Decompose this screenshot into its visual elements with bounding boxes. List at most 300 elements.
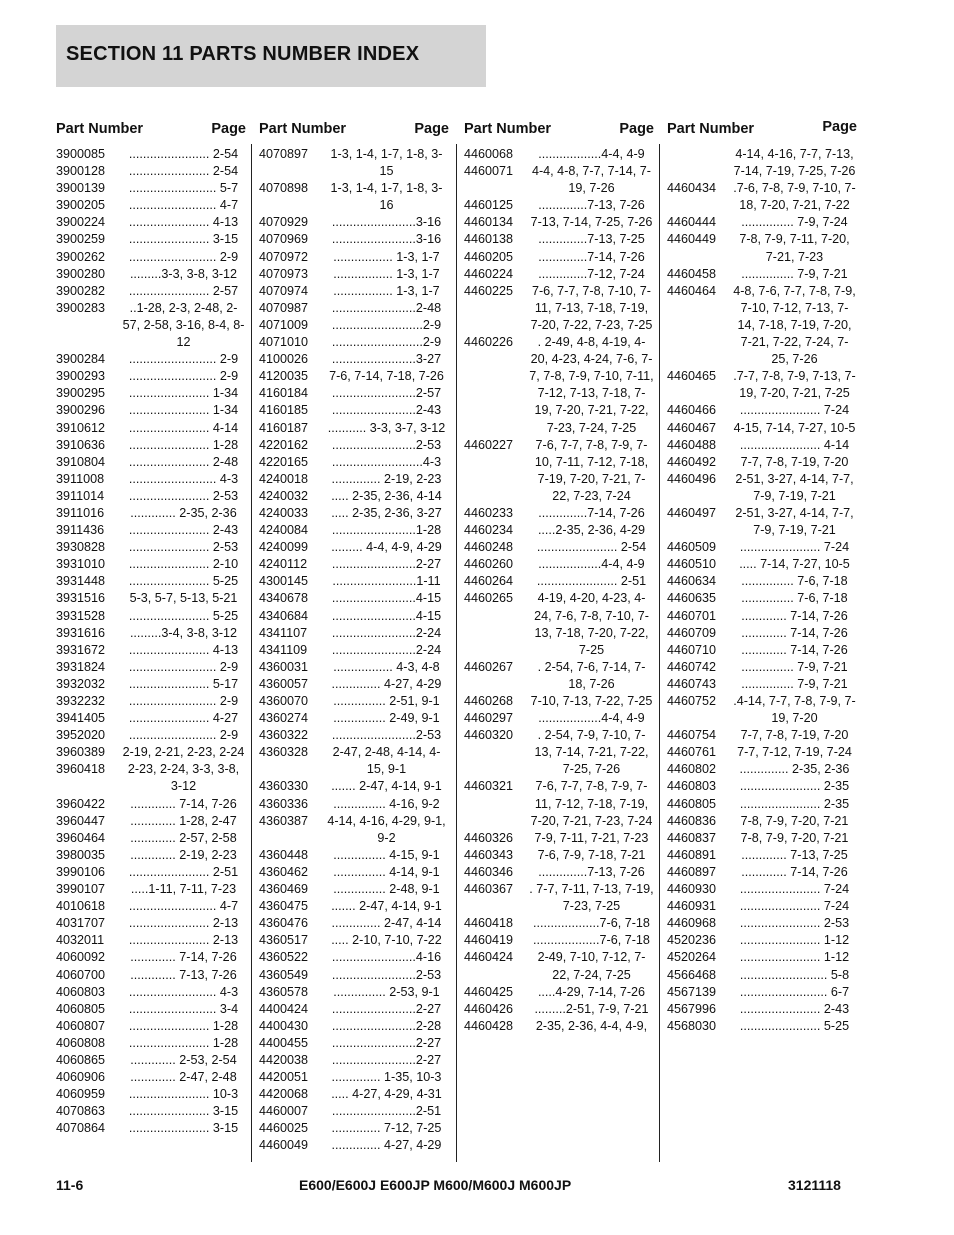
part-number: 4060959 xyxy=(56,1087,106,1102)
part-number: 4360274 xyxy=(259,711,309,726)
page-references: ......................... 2-9 xyxy=(128,249,239,264)
part-number: 3900295 xyxy=(56,386,106,401)
page-references: ................. 1-3, 1-7 xyxy=(333,283,440,298)
index-entry xyxy=(56,505,246,522)
index-entry xyxy=(667,454,857,471)
page-references: ..................4-4, 4-9 xyxy=(538,557,645,572)
page-references: ....................... 3-15 xyxy=(128,232,239,247)
part-number: 4460465 xyxy=(667,369,717,384)
page-references: ........................1-11 xyxy=(332,574,441,589)
part-number: 4360448 xyxy=(259,847,309,862)
page-references: .............. 1-35, 10-3 xyxy=(331,1070,442,1085)
page-references: ........................2-53 xyxy=(331,437,442,452)
page-references: ........................2-24 xyxy=(331,625,442,640)
part-number: 3960422 xyxy=(56,796,106,811)
page-references: 7-6, 7-7, 7-8, 7-9, 7-10, 7-11, 7-12, 7-18, 7-19, 7-20, 7-21, 7-22, 7-23, 7-24 xyxy=(534,437,649,503)
page-references: ....................... 4-27 xyxy=(128,711,239,726)
index-entry xyxy=(464,949,654,983)
index-entry xyxy=(56,283,246,300)
page-references: .........3-4, 3-8, 3-12 xyxy=(129,625,238,640)
part-number: 4060805 xyxy=(56,1001,106,1016)
page-references: 2-35, 2-36, 4-4, 4-9, xyxy=(535,1018,648,1033)
index-entry xyxy=(56,266,246,283)
index-entry xyxy=(56,642,246,659)
index-entry xyxy=(259,180,449,214)
index-entry xyxy=(464,590,654,658)
part-number: 4070863 xyxy=(56,1104,106,1119)
part-number: 3960389 xyxy=(56,745,106,760)
index-entry xyxy=(56,1069,246,1086)
part-number: 4460761 xyxy=(667,745,717,760)
index-entry xyxy=(259,1137,449,1154)
index-entry xyxy=(259,864,449,881)
part-number: 4460488 xyxy=(667,437,717,452)
part-number: 4360336 xyxy=(259,796,309,811)
index-entry xyxy=(259,898,449,915)
index-entry xyxy=(56,932,246,949)
part-number: 4460836 xyxy=(667,813,717,828)
index-entry xyxy=(56,608,246,625)
index-entry xyxy=(464,1018,654,1035)
part-number: 4520236 xyxy=(667,933,717,948)
page-references: ......................... 2-9 xyxy=(128,659,239,674)
index-entry xyxy=(667,471,857,505)
index-entry xyxy=(464,522,654,539)
index-entry xyxy=(259,1035,449,1052)
part-number: 4460837 xyxy=(667,830,717,845)
part-number: 4460428 xyxy=(464,1018,514,1033)
page-references: ....................... 2-54 xyxy=(536,540,647,555)
page-references: ........................2-53 xyxy=(331,728,442,743)
index-entry xyxy=(259,642,449,659)
index-entry xyxy=(667,146,857,180)
part-number: 4460248 xyxy=(464,540,514,555)
part-number: 4240032 xyxy=(259,488,309,503)
page-references: ........................2-28 xyxy=(331,1018,442,1033)
index-entry xyxy=(259,590,449,607)
page-references: ................. 1-3, 1-7 xyxy=(333,249,440,264)
part-number: 3960464 xyxy=(56,830,106,845)
index-entry xyxy=(259,1120,449,1137)
part-number: 4460419 xyxy=(464,933,514,948)
index-entry xyxy=(56,351,246,368)
index-entry xyxy=(56,1103,246,1120)
page-references: 2-51, 3-27, 4-14, 7-7, 7-9, 7-19, 7-21 xyxy=(735,471,854,503)
part-number: 4220162 xyxy=(259,437,309,452)
index-entry xyxy=(464,847,654,864)
part-number: 4340684 xyxy=(259,608,309,623)
index-entry xyxy=(56,727,246,744)
page-references: ....................... 7-24 xyxy=(739,899,850,914)
index-entry xyxy=(56,1120,246,1137)
page-references: 7-6, 7-14, 7-18, 7-26 xyxy=(329,369,444,384)
page-references: ....................... 2-51 xyxy=(536,574,647,589)
page-references: ......................... 2-9 xyxy=(128,352,239,367)
column-header xyxy=(259,116,449,146)
part-number: 4360328 xyxy=(259,745,309,760)
page-references: ....................... 5-17 xyxy=(128,676,239,691)
part-number: 4460007 xyxy=(259,1104,309,1119)
page-references: ....................... 7-24 xyxy=(739,882,850,897)
index-entry xyxy=(259,402,449,419)
index-entry xyxy=(667,676,857,693)
index-entry xyxy=(259,249,449,266)
page-references: ............... 7-9, 7-24 xyxy=(741,215,848,230)
index-entry xyxy=(56,197,246,214)
column-header xyxy=(464,116,654,146)
part-number: 4360387 xyxy=(259,813,309,828)
part-number: 3900128 xyxy=(56,164,106,179)
part-number: 4460227 xyxy=(464,437,514,452)
index-entry xyxy=(56,471,246,488)
page-references: . 2-49, 4-8, 4-19, 4-20, 4-23, 4-24, 7-6, 7-7, 7-8, 7-9, 7-10, 7-11, 7-12, 7-13, 7-18, 7-19, 7-20, 7-21, 7-22, 7-23, 7-24, 7-25 xyxy=(529,335,654,435)
part-number: 4031707 xyxy=(56,916,106,931)
index-column-2 xyxy=(259,116,449,1155)
part-number: 4460226 xyxy=(464,335,514,350)
page-references: ..............7-14, 7-26 xyxy=(538,249,645,264)
index-entry xyxy=(667,796,857,813)
page-references: ............... 7-6, 7-18 xyxy=(741,574,848,589)
index-entry xyxy=(667,864,857,881)
page-references: 4-8, 7-6, 7-7, 7-8, 7-9, 7-10, 7-12, 7-13, 7-14, 7-18, 7-19, 7-20, 7-21, 7-22, 7-24, 7-25, 7-26 xyxy=(733,283,856,367)
column-header xyxy=(56,116,246,146)
index-entry xyxy=(56,180,246,197)
index-entry xyxy=(259,1086,449,1103)
part-number: 4460742 xyxy=(667,659,717,674)
part-number: 4520264 xyxy=(667,950,717,965)
index-entry xyxy=(259,915,449,932)
page-references: ........................4-16 xyxy=(331,950,442,965)
index-entry xyxy=(259,778,449,795)
page-references: ............. 1-28, 2-47 xyxy=(130,813,237,828)
page-references: ....... 2-47, 4-14, 9-1 xyxy=(331,899,442,914)
part-number: 3952020 xyxy=(56,728,106,743)
part-number: 4460234 xyxy=(464,523,514,538)
page-references: 7-7, 7-8, 7-19, 7-20 xyxy=(740,728,849,743)
part-number: 4360330 xyxy=(259,779,309,794)
index-entry xyxy=(56,214,246,231)
index-entry xyxy=(56,915,246,932)
index-entry xyxy=(56,949,246,966)
page-references: .............. 4-27, 4-29 xyxy=(331,676,442,691)
index-entry xyxy=(464,710,654,727)
part-number: 4070974 xyxy=(259,283,309,298)
part-number: 4460701 xyxy=(667,608,717,623)
page-references: ....................... 3-15 xyxy=(128,1121,239,1136)
index-entry xyxy=(667,847,857,864)
index-entry xyxy=(259,932,449,949)
part-number: 4460497 xyxy=(667,505,717,520)
part-number: 4360031 xyxy=(259,659,309,674)
page-references: 7-8, 7-9, 7-20, 7-21 xyxy=(740,830,849,845)
index-entry xyxy=(667,180,857,214)
index-entry xyxy=(259,693,449,710)
entry-list xyxy=(259,146,449,1155)
page-heading: Page xyxy=(211,121,246,137)
part-number: 4460265 xyxy=(464,591,514,606)
part-number: 4460931 xyxy=(667,899,717,914)
index-entry xyxy=(464,249,654,266)
part-number: 4460496 xyxy=(667,471,717,486)
part-number: 4460297 xyxy=(464,711,514,726)
page-references: 7-8, 7-9, 7-20, 7-21 xyxy=(740,813,849,828)
index-entry xyxy=(56,967,246,984)
page-references: ................. 1-3, 1-7 xyxy=(333,266,440,281)
page-references: ............. 7-14, 7-26 xyxy=(741,625,848,640)
column-header xyxy=(667,116,857,146)
index-entry xyxy=(667,967,857,984)
page-references: ..................4-4, 4-9 xyxy=(538,147,645,161)
part-number: 3941405 xyxy=(56,711,106,726)
page-references: .............. 2-19, 2-23 xyxy=(331,471,442,486)
part-number: 4070897 xyxy=(259,147,309,161)
page-references: 2-47, 2-48, 4-14, 4-15, 9-1 xyxy=(332,745,441,777)
part-number: 4060865 xyxy=(56,1052,106,1067)
index-entry xyxy=(259,1103,449,1120)
index-entry xyxy=(56,761,246,795)
part-number: 3900262 xyxy=(56,249,106,264)
section-title: SECTION 11 PARTS NUMBER INDEX xyxy=(66,43,420,65)
part-number: 3932032 xyxy=(56,676,106,691)
page-references: .4-14, 7-7, 7-8, 7-9, 7-19, 7-20 xyxy=(733,694,856,726)
part-number: 3900284 xyxy=(56,352,106,367)
index-entry xyxy=(464,334,654,437)
page-references: 2-51, 3-27, 4-14, 7-7, 7-9, 7-19, 7-21 xyxy=(735,505,854,538)
page-references: ....................... 4-13 xyxy=(128,215,239,230)
index-entry xyxy=(667,984,857,1001)
page-references: ......................... 4-3 xyxy=(128,471,239,486)
part-number: 4240033 xyxy=(259,505,309,520)
index-entry xyxy=(464,437,654,505)
index-entry xyxy=(259,625,449,642)
part-number: 3960418 xyxy=(56,762,106,777)
page-references: .........2-51, 7-9, 7-21 xyxy=(534,1001,649,1016)
page-references: .7-6, 7-8, 7-9, 7-10, 7-18, 7-20, 7-21, 7-22 xyxy=(733,181,856,213)
part-number: 4360475 xyxy=(259,899,309,914)
index-entry xyxy=(464,163,654,197)
part-number: 4340678 xyxy=(259,591,309,606)
page-references: ........................2-24 xyxy=(331,642,442,657)
page-references: .7-7, 7-8, 7-9, 7-13, 7-19, 7-20, 7-21, 7-25 xyxy=(733,369,856,401)
index-entry xyxy=(56,830,246,847)
index-entry xyxy=(259,317,449,334)
index-entry xyxy=(464,778,654,829)
page-references: ....................... 7-24 xyxy=(739,403,850,418)
part-number: 4071010 xyxy=(259,335,309,350)
page-references: ............. 7-14, 7-26 xyxy=(130,796,237,811)
part-number: 3900283 xyxy=(56,300,106,315)
page-references: ....................... 4-14 xyxy=(739,437,850,452)
page-references: ........................3-27 xyxy=(331,352,442,367)
part-number: 4460025 xyxy=(259,1121,309,1136)
page-references: .........3-3, 3-8, 3-12 xyxy=(129,266,238,281)
page-references: 4-15, 7-14, 7-27, 10-5 xyxy=(733,420,856,435)
part-number: 3910612 xyxy=(56,420,106,435)
page-references: ........................2-57 xyxy=(331,386,442,401)
part-number: 4341107 xyxy=(259,625,308,640)
index-entry xyxy=(56,625,246,642)
part-number: 4460267 xyxy=(464,659,514,674)
page-references: ............... 2-48, 9-1 xyxy=(333,882,440,897)
page-references: 2-19, 2-21, 2-23, 2-24 xyxy=(122,745,245,760)
page-references: ............. 7-13, 7-25 xyxy=(741,847,848,862)
index-entry xyxy=(464,659,654,693)
index-entry xyxy=(259,727,449,744)
footer-models: E600/E600J E600JP M600/M600J M600JP xyxy=(299,1177,572,1193)
index-entry xyxy=(56,402,246,419)
index-entry xyxy=(56,249,246,266)
part-number: 3931672 xyxy=(56,642,106,657)
part-number: 3990107 xyxy=(56,882,106,897)
index-entry xyxy=(259,351,449,368)
entry-list xyxy=(56,146,246,1137)
part-number: 4060092 xyxy=(56,950,106,965)
page-references: ..... 4-27, 4-29, 4-31 xyxy=(331,1087,442,1102)
part-number xyxy=(667,146,732,180)
index-entry xyxy=(464,830,654,847)
page-references: ....................... 2-53 xyxy=(739,916,850,931)
page-references: ...................7-6, 7-18 xyxy=(533,916,650,931)
page-references: 2-49, 7-10, 7-12, 7-22, 7-24, 7-25 xyxy=(537,950,646,982)
page-references: .....1-11, 7-11, 7-23 xyxy=(130,882,237,897)
index-entry xyxy=(259,300,449,317)
index-entry xyxy=(259,608,449,625)
index-entry xyxy=(56,454,246,471)
index-entry xyxy=(56,813,246,830)
index-entry xyxy=(56,420,246,437)
index-entry xyxy=(56,437,246,454)
part-number: 4460464 xyxy=(667,283,717,298)
index-entry xyxy=(259,796,449,813)
part-number: 3931824 xyxy=(56,659,106,674)
part-number: 3911436 xyxy=(56,523,105,538)
index-entry xyxy=(56,984,246,1001)
index-entry xyxy=(259,488,449,505)
part-number: 4460802 xyxy=(667,762,717,777)
page-references: ......................... 4-3 xyxy=(128,984,239,999)
part-number: 4460321 xyxy=(464,779,514,794)
index-entry xyxy=(56,522,246,539)
page-references: 5-3, 5-7, 5-13, 5-21 xyxy=(129,591,238,606)
page-references: ............... 2-53, 9-1 xyxy=(333,984,440,999)
index-entry xyxy=(667,539,857,556)
part-number: 4220165 xyxy=(259,454,309,469)
part-number: 4070929 xyxy=(259,215,309,230)
part-number: 4060803 xyxy=(56,984,106,999)
page-references: ....................... 2-57 xyxy=(128,283,239,298)
page-references: ..............7-13, 7-26 xyxy=(538,864,645,879)
index-column-4 xyxy=(667,116,857,1035)
page-references: ............... 4-15, 9-1 xyxy=(333,847,440,862)
page-references: 7-9, 7-11, 7-21, 7-23 xyxy=(534,830,649,845)
index-entry xyxy=(259,454,449,471)
part-number-heading: Part Number xyxy=(464,121,552,137)
part-number: 4460233 xyxy=(464,505,514,520)
index-entry xyxy=(259,334,449,351)
page-references: 7-6, 7-7, 7-8, 7-9, 7-11, 7-12, 7-18, 7-19, 7-20, 7-21, 7-23, 7-24 xyxy=(530,779,653,828)
part-number: 4460805 xyxy=(667,796,717,811)
index-entry xyxy=(464,984,654,1001)
page-references: ............. 2-47, 2-48 xyxy=(130,1070,237,1085)
page-references: ..........................2-9 xyxy=(331,317,442,332)
page-references: ......................... 2-9 xyxy=(128,369,239,384)
part-number: 4032011 xyxy=(56,933,105,948)
page-references: ....................... 2-54 xyxy=(128,147,239,161)
index-entry xyxy=(667,813,857,830)
index-entry xyxy=(464,864,654,881)
part-number: 4460071 xyxy=(464,164,514,179)
page-references: ....................... 2-53 xyxy=(128,540,239,555)
part-number: 3990106 xyxy=(56,864,106,879)
part-number: 4400455 xyxy=(259,1035,309,1050)
part-number-heading: Part Number xyxy=(667,121,755,137)
page-references: ........................4-15 xyxy=(331,608,442,623)
index-entry xyxy=(259,744,449,778)
page-references: ............... 4-16, 9-2 xyxy=(333,796,440,811)
index-entry xyxy=(56,1052,246,1069)
index-entry xyxy=(464,283,654,334)
part-number: 4070972 xyxy=(259,249,309,264)
index-entry xyxy=(259,881,449,898)
part-number: 4567139 xyxy=(667,984,717,999)
part-number: 4460068 xyxy=(464,147,514,161)
page-references: ............. 2-57, 2-58 xyxy=(130,830,237,845)
page-references: ........................3-16 xyxy=(331,232,442,247)
part-number: 3931616 xyxy=(56,625,106,640)
part-number: 4460225 xyxy=(464,283,514,298)
index-entry xyxy=(259,283,449,300)
page-references: ........................4-15 xyxy=(331,591,442,606)
part-number: 4568030 xyxy=(667,1018,717,1033)
part-number: 4460343 xyxy=(464,847,514,862)
page-references: ............. 2-19, 2-23 xyxy=(130,847,237,862)
index-entry xyxy=(667,659,857,676)
index-entry xyxy=(464,573,654,590)
page-references: . 2-54, 7-6, 7-14, 7-18, 7-26 xyxy=(537,659,646,691)
part-number: 3900280 xyxy=(56,266,106,281)
page-references: .............. 2-35, 2-36 xyxy=(739,762,850,777)
part-number: 3900085 xyxy=(56,147,106,161)
page-references: ....................... 1-12 xyxy=(739,933,850,948)
part-number: 3900259 xyxy=(56,232,106,247)
page-references: ............. 7-14, 7-26 xyxy=(741,608,848,623)
part-number: 3900139 xyxy=(56,181,106,196)
part-number: 4460710 xyxy=(667,642,717,657)
page-references: ......................... 6-7 xyxy=(739,984,850,999)
part-number: 4070969 xyxy=(259,232,309,247)
page-references: ............... 7-9, 7-21 xyxy=(741,659,848,674)
index-entry xyxy=(56,1086,246,1103)
index-entry xyxy=(667,778,857,795)
index-entry xyxy=(56,710,246,727)
page-references: ....................... 3-15 xyxy=(128,1104,239,1119)
index-entry xyxy=(259,505,449,522)
part-number: 4360517 xyxy=(259,933,309,948)
page-references: ......... 4-4, 4-9, 4-29 xyxy=(331,540,442,555)
part-number: 4460426 xyxy=(464,1001,514,1016)
index-entry xyxy=(667,881,857,898)
part-number: 4460509 xyxy=(667,540,717,555)
page-references: ........................2-27 xyxy=(331,557,442,572)
part-number: 4460968 xyxy=(667,916,717,931)
part-number: 4060906 xyxy=(56,1070,106,1085)
page-references: ......................... 2-9 xyxy=(128,728,239,743)
page-references: .............. 4-27, 4-29 xyxy=(331,1138,442,1153)
index-entry xyxy=(56,300,246,351)
index-entry xyxy=(667,761,857,778)
page-references: 7-7, 7-12, 7-19, 7-24 xyxy=(737,745,852,760)
part-number: 4460492 xyxy=(667,454,717,469)
